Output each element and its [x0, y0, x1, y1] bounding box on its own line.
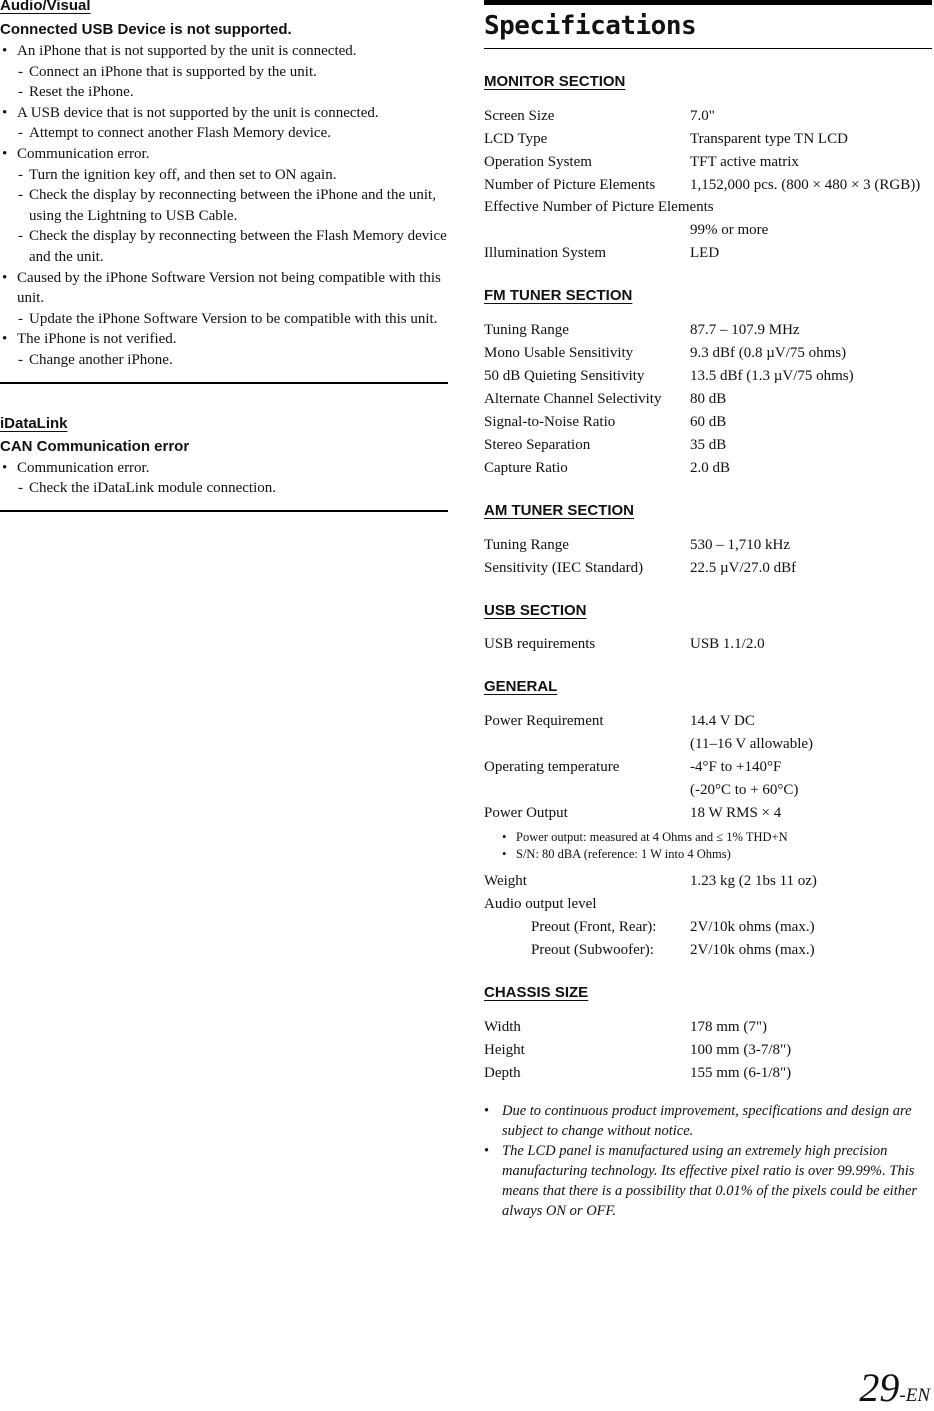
spec-row: Alternate Channel Selectivity 80 dB	[484, 391, 727, 407]
spec-row: Stereo Separation 35 dB	[484, 437, 727, 453]
cause-bullet: • Communication error.	[0, 144, 448, 165]
spec-row-label: Audio output level	[484, 896, 597, 912]
spec-row: (-20°C to + 60°C)	[690, 782, 799, 798]
section-heading-general: GENERAL	[484, 678, 558, 695]
item-title-can-error: CAN Communication error	[0, 437, 190, 455]
footnotes	[484, 1101, 932, 1221]
chassis-spec-list	[484, 1016, 932, 1085]
right-column	[484, 0, 932, 1221]
spec-row: Signal-to-Noise Ratio 60 dB	[484, 414, 727, 430]
fm-spec-list	[484, 319, 932, 480]
spec-row: Tuning Range 87.7 – 107.9 MHz	[484, 322, 800, 338]
left-column	[0, 0, 448, 512]
spec-row: LCD Type Transparent type TN LCD	[484, 131, 848, 147]
spec-row: Sensitivity (IEC Standard) 22.5 µV/27.0 dBf	[484, 560, 797, 576]
action-item: - Change another iPhone.	[0, 350, 448, 371]
section-heading-idatalink: iDataLink	[0, 414, 68, 432]
action-item: - Update the iPhone Software Version to be compatible with this unit.	[0, 309, 448, 330]
cause-bullet: • An iPhone that is not supported by the unit is connected.	[0, 41, 448, 62]
cause-bullet: • A USB device that is not supported by the unit is connected.	[0, 103, 448, 124]
action-item: - Check the display by reconnecting between the iPhone and the unit, using the Lightning to USB Cable.	[0, 185, 448, 226]
page-title: Specifications	[484, 0, 932, 49]
spec-row: USB requirements USB 1.1/2.0	[484, 636, 765, 652]
general-spec-list	[484, 710, 932, 962]
section-heading-chassis-size: CHASSIS SIZE	[484, 984, 589, 1001]
spec-row: Width 178 mm (7")	[484, 1019, 767, 1035]
action-item: - Turn the ignition key off, and then set to ON again.	[0, 165, 448, 186]
action-item: - Connect an iPhone that is supported by the unit.	[0, 62, 448, 83]
action-item: - Check the iDataLink module connection.	[0, 478, 448, 499]
spec-row: Capture Ratio 2.0 dB	[484, 460, 731, 476]
spec-row: Number of Picture Elements 1,152,000 pcs. (800 × 480 × 3 (RGB))	[484, 177, 921, 193]
spec-row: Weight 1.23 kg (2 1bs 11 oz)	[484, 873, 817, 889]
divider	[0, 382, 448, 384]
spec-row: Tuning Range 530 – 1,710 kHz	[484, 537, 790, 553]
item-title-usb-not-supported: Connected USB Device is not supported.	[0, 21, 292, 38]
spec-row: Screen Size 7.0"	[484, 108, 715, 124]
spec-row: Height 100 mm (3-7/8")	[484, 1042, 792, 1058]
spec-row: Preout (Front, Rear): 2V/10k ohms (max.)	[531, 919, 815, 935]
am-spec-list	[484, 534, 932, 580]
spec-row: Operating temperature -4°F to +140°F	[484, 759, 782, 775]
spec-row: Illumination System LED	[484, 245, 720, 261]
spec-row: 50 dB Quieting Sensitivity 13.5 dBf (1.3 µV/75 ohms)	[484, 368, 854, 384]
spec-row: 99% or more	[690, 222, 769, 238]
footnote: • The LCD panel is manufactured using an extremely high precision manufacturing technology. Its effective pixel ratio is over 99.99%. This means that there is a possibility that 0.01% of the pixels could be either always ON or OFF.	[484, 1141, 932, 1221]
action-item: - Attempt to connect another Flash Memory device.	[0, 123, 448, 144]
spec-row: Power Requirement 14.4 V DC	[484, 713, 755, 729]
section-heading-am-tuner: AM TUNER SECTION	[484, 502, 634, 519]
spec-row: Depth 155 mm (6-1/8")	[484, 1065, 792, 1081]
spec-row-label: Effective Number of Picture Elements	[484, 199, 714, 215]
spec-row: Operation System TFT active matrix	[484, 154, 799, 170]
cause-bullet: • The iPhone is not verified.	[0, 329, 448, 350]
usb-spec-list	[484, 633, 932, 656]
page-number: 29-EN	[859, 1365, 930, 1410]
spec-row: (11–16 V allowable)	[690, 736, 814, 752]
divider	[0, 510, 448, 512]
note-bullet: • Power output: measured at 4 Ohms and ≤ 1% THD+N	[484, 829, 932, 846]
spec-row: Preout (Subwoofer): 2V/10k ohms (max.)	[531, 942, 815, 958]
section-heading-audio-visual: Audio/Visual	[0, 0, 91, 14]
note-bullet: • S/N: 80 dBA (reference: 1 W into 4 Ohms)	[484, 846, 932, 863]
section-heading-usb: USB SECTION	[484, 602, 587, 619]
cause-bullet: • Caused by the iPhone Software Version not being compatible with this unit.	[0, 268, 448, 309]
monitor-spec-list	[484, 105, 932, 265]
spec-row: Power Output 18 W RMS × 4	[484, 805, 782, 821]
footnote: • Due to continuous product improvement, specifications and design are subject to change without notice.	[484, 1101, 932, 1141]
section-heading-fm-tuner: FM TUNER SECTION	[484, 287, 633, 304]
action-item: - Check the display by reconnecting between the Flash Memory device and the unit.	[0, 226, 448, 267]
action-item: - Reset the iPhone.	[0, 82, 448, 103]
cause-bullet: • Communication error.	[0, 458, 448, 479]
spec-row: Mono Usable Sensitivity 9.3 dBf (0.8 µV/75 ohms)	[484, 345, 847, 361]
section-heading-monitor: MONITOR SECTION	[484, 73, 626, 90]
